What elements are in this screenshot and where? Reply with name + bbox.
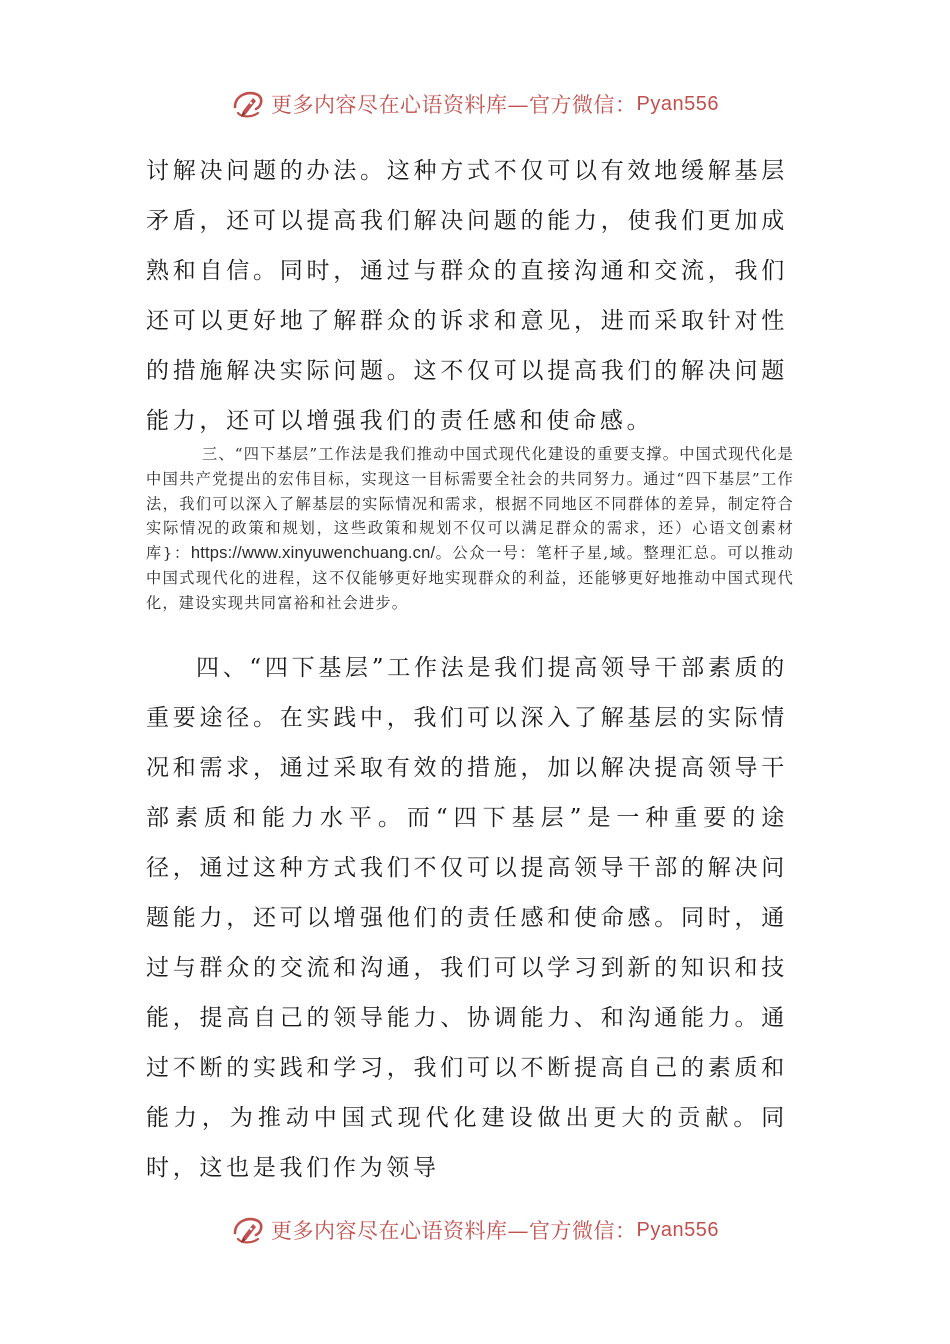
header-banner-text: 更多内容尽在心语资料库—官方微信：: [271, 93, 637, 117]
paragraph-2-part-b: 。公众一号：笔杆子星,域。整理汇总。可以推动中国式现代化的进程，这不仅能够更好地实现群众的利益，还能够更好地推动中国式现代化，建设实现共同富裕和社会进步。: [146, 544, 794, 612]
footer-banner-text: 更多内容尽在心语资料库—官方微信：: [271, 1219, 637, 1243]
footer-banner: [0, 1210, 950, 1250]
paragraph-3-text: 四、“四下基层”工作法是我们提高领导干部素质的重要途径。在实践中，我们可以深入了解基层的实际情况和需求，通过采取有效的措施，加以解决提高领导干部素质和能力水平。而“四下基层”是一种重要的途径，通过这种方式我们不仅可以提高领导干部的解决问题能力，还可以增强他们的责任感和使命感。同时，通过与群众的交流和沟通，我们可以学习到新的知识和技能，提高自己的领导能力、协调能力、和沟通能力。通过不断的实践和学习，我们可以不断提高自己的素质和能力，为推动中国式现代化建设做出更大的贡献。同时，这也是我们作为领导: [146, 655, 788, 1181]
paragraph-continuation: [146, 146, 788, 446]
paragraph-section-three: [146, 442, 794, 616]
paragraph-section-four: [146, 643, 788, 1193]
footer-wechat-id: Pyan556: [636, 1218, 719, 1241]
paragraph-2-url-part-2: www.xinyuwenchuang.cn/: [241, 544, 436, 563]
header-wechat-id: Pyan556: [636, 92, 719, 115]
paragraph-2-part-a: 三、“四下基层”工作法是我们推动中国式现代化建设的重要支撑。中国式现代化是中国共产党提出的宏伟目标，实现这一目标需要全社会的共同努力。通过“四下基层”工作法，我们可以深入了解基层的实际情况和需求，根据不同地区不同群体的差异，制定符合实际情况的政策和规划，这些政策和规划不仅可以满足群众的需求，还）心语文创素材库}：: [146, 445, 794, 563]
header-banner: [0, 84, 950, 124]
paragraph-2-text: [146, 442, 794, 616]
paragraph-1-text: 讨解决问题的办法。这种方式不仅可以有效地缓解基层矛盾，还可以提高我们解决问题的能力，使我们更加成熟和自信。同时，通过与群众的直接沟通和交流，我们还可以更好地了解群众的诉求和意见，进而采取针对性的措施解决实际问题。这不仅可以提高我们的解决问题能力，还可以增强我们的责任感和使命感。: [146, 158, 788, 434]
pen-nib-swirl-icon: [231, 87, 265, 121]
pen-nib-swirl-icon: [231, 1213, 265, 1247]
paragraph-2-url-part-1: https://: [190, 544, 242, 563]
